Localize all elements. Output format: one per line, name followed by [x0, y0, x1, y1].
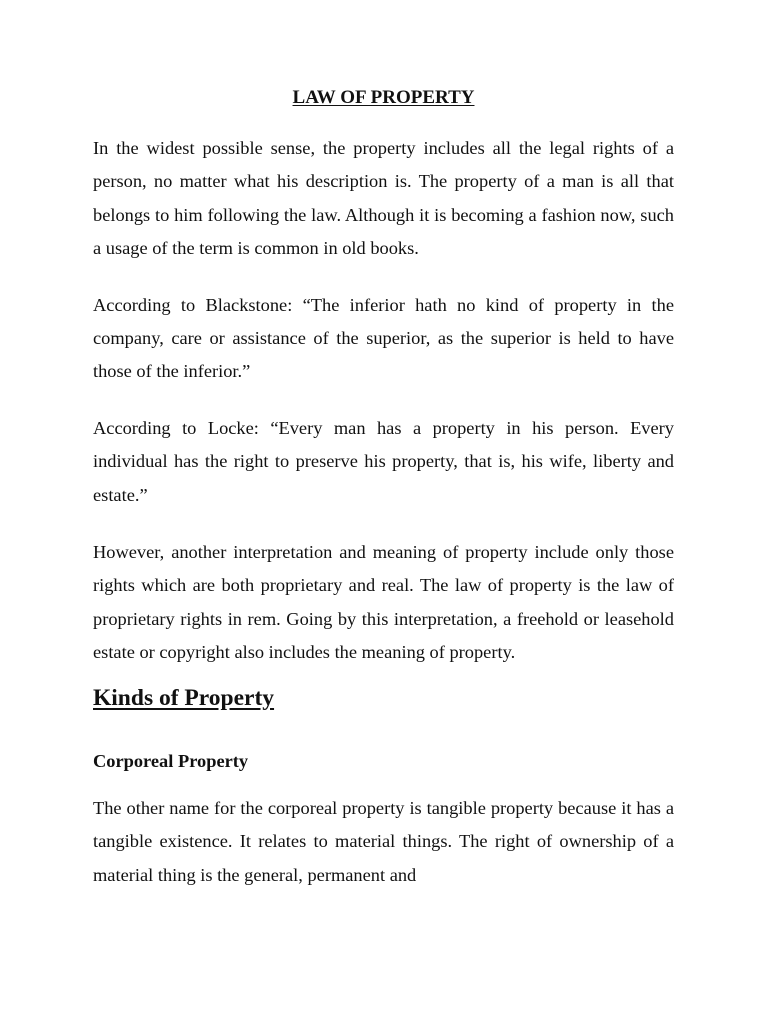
document-body [93, 86, 674, 892]
blackstone-quote-paragraph: According to Blackstone: “The inferior hath no kind of property in the company, care or assistance of the superior, as the superior is held to have those of the inferior.” [93, 294, 674, 382]
locke-quote-paragraph: According to Locke: “Every man has a property in his person. Every individual has the right to preserve his property, that is, his wife, liberty and estate.” [93, 417, 674, 505]
page-title: LAW OF PROPERTY [292, 87, 475, 108]
corporeal-property-paragraph: The other name for the corporeal property is tangible property because it has a tangible existence. It relates to material things. The right of ownership of a material thing is the general, permanent and [93, 797, 674, 885]
subsection-heading: Corporeal Property [93, 750, 249, 771]
interpretation-paragraph: However, another interpretation and meaning of property include only those rights which are both proprietary and real. The law of property is the law of proprietary rights in rem. Going by this interpretation, a freehold or leasehold estate or copyright also includes the meaning of property. [93, 542, 674, 663]
section-heading: Kinds of Property [93, 684, 275, 711]
intro-paragraph: In the widest possible sense, the property includes all the legal rights of a person, no matter what his description is. The property of a man is all that belongs to him following the law. Although it is becoming a fashion now, such a usage of the term is common in old books. [93, 138, 674, 259]
